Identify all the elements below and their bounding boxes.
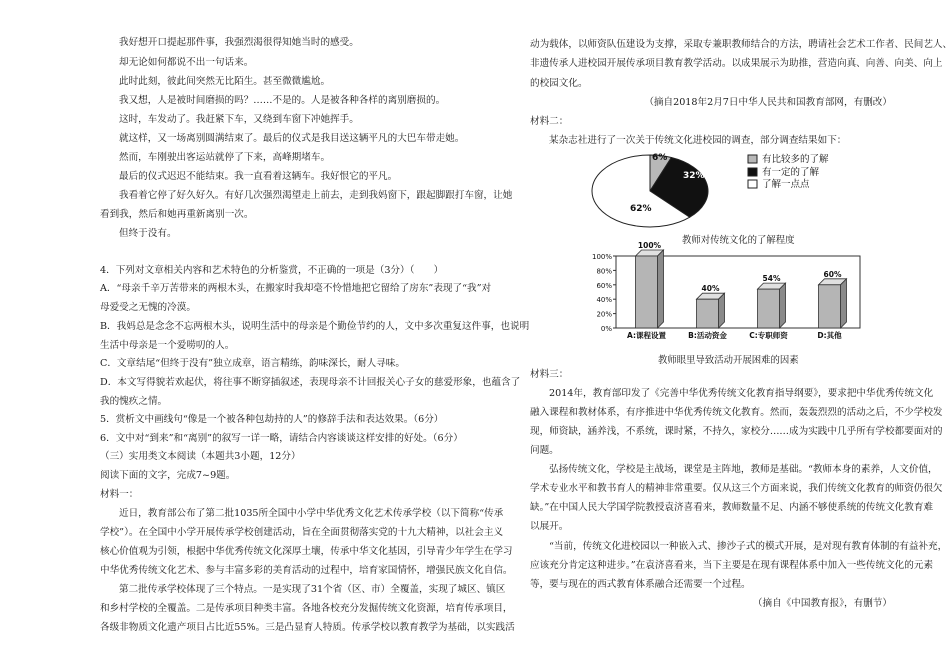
x-category-label: C:专职师资	[749, 331, 788, 340]
source-citation: （摘自《中国教育报》，有删节）	[752, 598, 892, 609]
left-text-line: D．本文写得貌若欢起伏，将往事不断穿插叙述，表现母亲不计回报关心子女的慈爱形象，也蕴含了	[100, 377, 521, 388]
pie-value-label: 62%	[630, 204, 652, 214]
left-text-line: 各级非物质文化遗产项目占比近55%。三是凸显育人特质。传承学校以教育教学为基础，以实践活	[100, 622, 515, 633]
left-text-line: 5．赏析文中画线句“像是一个被各种包劫持的人”的修辞手法和表达效果。（6分）	[100, 414, 444, 425]
bar-value-label: 40%	[701, 284, 720, 294]
right-text-line: 缺。”在中国人民大学国学院教授袁济喜看来，教师数量不足、内涵不够使系统的传统文化教育难	[530, 502, 934, 513]
left-text-line: 阅读下面的文字，完成7~9题。	[100, 470, 236, 481]
right-text-line: 学术专业水平和教书育人的精神非常重要。仅从这三个方面来说，我们传统文化教育的师资仍很欠	[530, 483, 943, 494]
right-text-line: 的校园文化。	[530, 78, 588, 89]
left-text-line: 却无论如何都说不出一句话来。	[119, 57, 254, 68]
y-tick-label: 100%	[591, 253, 612, 261]
left-text-line: 6．文中对“到来”和“离别”的叙写一详一略，请结合内容谈谈这样安排的好处。（6分）	[100, 433, 463, 444]
y-tick-label: 0%	[600, 325, 612, 333]
left-text-line: 材料一：	[100, 489, 139, 500]
pie-chart-title: 教师对传统文化的了解程度	[682, 235, 795, 246]
right-text-line: “当前，传统文化进校园以一种嵌入式、掺沙子式的模式开展，是对现有教育体制的有益补充，	[549, 541, 948, 552]
bar-value-label: 54%	[762, 274, 781, 284]
right-text-line: 以展开。	[530, 521, 569, 532]
x-category-label: B:活动资金	[688, 331, 727, 340]
left-text-line: 4．下列对文章相关内容和艺术特色的分析鉴赏，不正确的一项是（3分）（ ）	[100, 265, 444, 276]
left-text-line: 我看着它停了好久好久。有好几次强烈渴望走上前去，走到我妈窗下，跟起脚跟打车窗，让她	[119, 190, 513, 201]
left-text-line: 核心价值观为引领，根据中华优秀传统文化深厚土壤，传承中华文化基因，引导青少年学生在学习	[100, 546, 513, 557]
y-tick-label: 80%	[596, 267, 612, 276]
legend-label: 有比较多的了解	[762, 154, 829, 165]
x-category-label: A:课程设置	[627, 331, 666, 340]
right-text-line: 某杂志社进行了一次关于传统文化进校园的调查，部分调查结果如下：	[549, 135, 847, 146]
y-tick-label: 60%	[596, 281, 612, 290]
left-text-line: 最后的仪式迟迟不能结束。我一直看着这辆车。我好恨它的平凡。	[119, 171, 398, 182]
right-text-line: 材料三：	[530, 369, 569, 380]
left-text-line: 就这样，又一场离别圆满结束了。最后的仪式是我目送这辆平凡的大巴车带走她。	[119, 133, 465, 144]
right-text-line: 融入课程和教材体系，有序推进中华优秀传统文化教育。然而，轰轰烈烈的活动之后，不少学校发	[530, 407, 943, 418]
bar-value-label: 100%	[637, 241, 662, 250]
right-text-line: 现，师资缺，涵养浅，不系统，课时紧，不持久，家校分……成为实践中几乎所有学校都要面对的	[530, 426, 943, 437]
pie-value-label: 6%	[652, 153, 668, 163]
right-text-line: 应该充分肯定这种进步。”在袁济喜看来，当下主要是在现有课程体系中加入一些传统文化的元素	[530, 560, 934, 571]
left-text-line: 我又想，人是被时间磨损的吗？……不是的。人是被各种各样的离别磨损的。	[119, 95, 446, 106]
left-text-line: 第二批传承学校体现了三个特点。一是实现了31个省（区、市）全覆盖，实现了城区、镇区	[119, 584, 506, 595]
left-text-line: 近日，教育部公布了第二批1035所全国中小学中华优秀文化艺术传承学校（以下简称“传承	[119, 508, 504, 519]
left-text-line: A．“母亲千辛万苦带来的两根木头，在搬家时我却毫不怜惜地把它留给了房东”表现了“我”对	[100, 283, 492, 294]
bar-chart-title: 教师眼里导致活动开展困难的因素	[658, 355, 799, 366]
right-text-line: 等，要与现在的西式教育体系融合还需要一个过程。	[530, 579, 751, 590]
left-text-line: 然而，车刚驶出客运站就停了下来，高峰期堵车。	[119, 152, 331, 163]
left-text-line: 但终于没有。	[119, 228, 177, 239]
left-text-line: B．我妈总是念念不忘两根木头，说明生活中的母亲是个勤俭节约的人，文中多次重复这件事，也说明	[100, 321, 530, 332]
left-text-line: （三）实用类文本阅读（本题共3小题，12分）	[100, 451, 301, 462]
legend-label: 有一定的了解	[762, 167, 820, 178]
x-category-label: D:其他	[817, 331, 842, 340]
left-text-line: 此时此刻，彼此间突然无比陌生。甚至微微尴尬。	[119, 76, 331, 87]
left-text-line: 我的愧疚之情。	[100, 396, 168, 407]
left-text-line: 学校”）。在全国中小学开展传承学校创建活动，旨在全面贯彻落实党的十九大精神，以社会主义	[100, 527, 504, 538]
source-citation: （摘自2018年2月7日中华人民共和国教育部网，有删改）	[644, 97, 892, 108]
right-text-line: 弘扬传统文化，学校是主战场，课堂是主阵地，教师是基础。“教师本身的素养，人文价值，	[549, 464, 938, 475]
pie-value-label: 32%	[683, 171, 705, 181]
left-text-line: 母爱受之无愧的冷漠。	[100, 302, 196, 313]
legend-label: 了解一点点	[762, 179, 810, 190]
y-tick-label: 20%	[596, 310, 612, 319]
right-text-line: 动为载体，以师资队伍建设为支撑，采取专兼职教师结合的方法，聘请社会艺术工作者、民间艺人、	[530, 39, 952, 50]
left-text-line: 中华优秀传统文化艺术、参与丰富多彩的美育活动的过程中，培育家国情怀，增强民族文化自信。	[100, 565, 513, 576]
left-text-line: 看到我，然后和她再重新离别一次。	[100, 209, 254, 220]
y-tick-label: 40%	[596, 296, 612, 305]
right-text-line: 问题。	[530, 445, 559, 456]
left-text-line: 这时，车发动了。我赶紧下车，又绕到车窗下冲她挥手。	[119, 114, 359, 125]
bar-value-label: 60%	[823, 269, 842, 279]
left-text-line: 我好想开口提起那件事，我强烈渴很得知她当时的感受。	[119, 37, 359, 48]
right-text-line: 2014年，教育部印发了《完善中华优秀传统文化教育指导纲要》，要求把中华优秀传统文化	[549, 388, 934, 399]
left-text-line: C．文章结尾“但终于没有”独立成章，语言精练，韵味深长，耐人寻味。	[100, 358, 405, 369]
left-text-line: 生活中母亲是一个爱唠叨的人。	[100, 340, 235, 351]
right-text-line: 非遗传承人进校园开展传承项目教育教学活动。以成果展示为助推，营造向真、向善、向美、向上	[530, 58, 943, 69]
left-text-line: 和乡村学校的全覆盖。二是传承项目种类丰富。各地各校充分发掘传统文化资源，培育传承项目，	[100, 603, 513, 614]
right-text-line: 材料二：	[530, 116, 569, 127]
